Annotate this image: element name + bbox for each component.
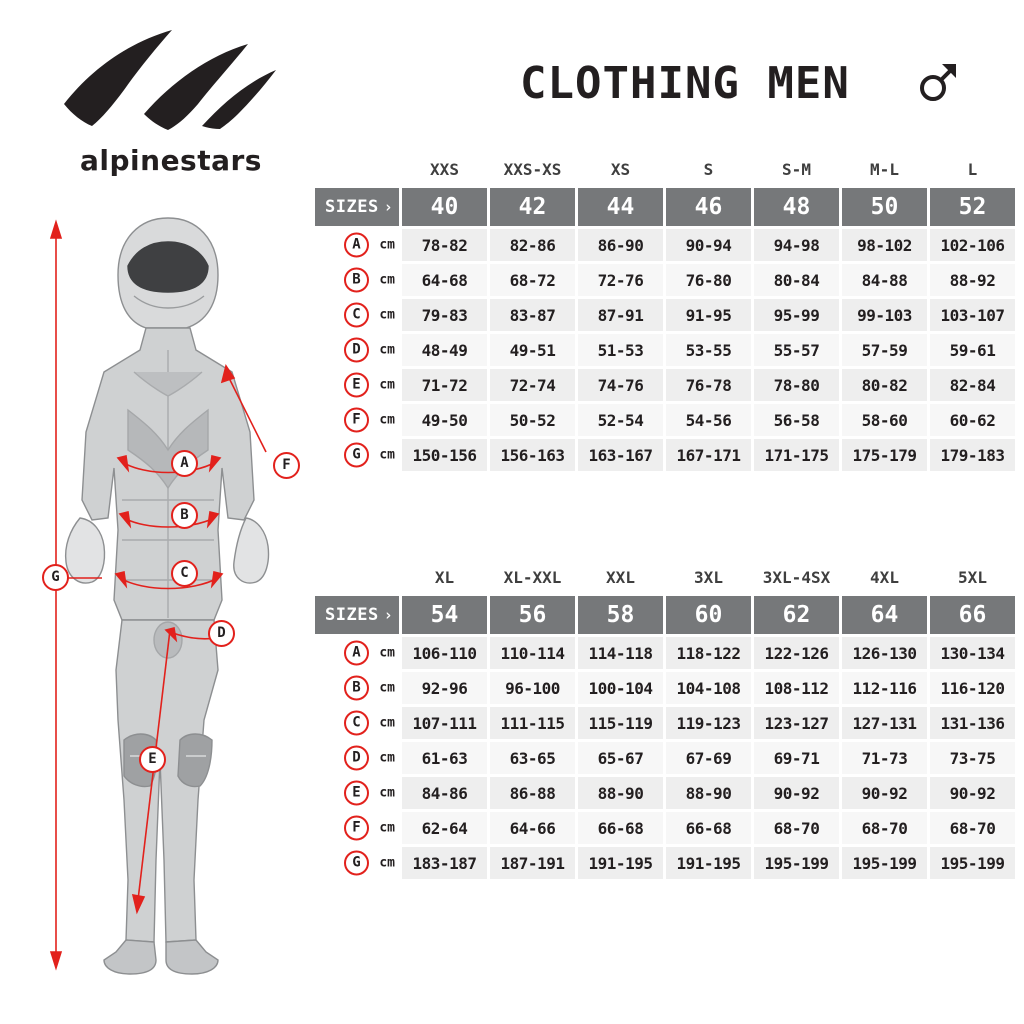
badge-a: A	[344, 233, 369, 258]
table-row	[315, 334, 1015, 366]
cell: 95-99	[754, 299, 839, 331]
numeric-size-row	[315, 596, 1015, 634]
cell: 84-86	[402, 777, 487, 809]
badge-c: C	[344, 303, 369, 328]
cell: 90-94	[666, 229, 751, 261]
table-row	[315, 812, 1015, 844]
cell: 76-78	[666, 369, 751, 401]
numeric-size-cell: 64	[842, 596, 927, 634]
cell: 94-98	[754, 229, 839, 261]
sizes-arrow-icon: ›	[383, 606, 394, 624]
cell: 116-120	[930, 672, 1015, 704]
alpha-size-cell: XS	[610, 159, 631, 179]
cell: 65-67	[578, 742, 663, 774]
cell: 63-65	[490, 742, 575, 774]
size-chart-table-2	[312, 558, 1018, 882]
cell: 187-191	[490, 847, 575, 879]
numeric-size-cell: 66	[930, 596, 1015, 634]
cell: 179-183	[930, 439, 1015, 471]
numeric-size-cell: 52	[930, 188, 1015, 226]
row-label-f	[315, 404, 399, 436]
unit-label: cm	[379, 237, 395, 253]
numeric-size-cell: 50	[842, 188, 927, 226]
figure-badge-g: G	[42, 564, 69, 591]
badge-e: E	[344, 781, 369, 806]
cell: 90-92	[842, 777, 927, 809]
alpha-size-cell: XXS	[430, 159, 459, 179]
cell: 111-115	[490, 707, 575, 739]
unit-label: cm	[379, 377, 395, 393]
cell: 115-119	[578, 707, 663, 739]
alpha-size-row	[315, 153, 1015, 185]
badge-b: B	[344, 268, 369, 293]
table-row	[315, 264, 1015, 296]
size-table-large	[312, 558, 1018, 882]
unit-label: cm	[379, 342, 395, 358]
cell: 195-199	[930, 847, 1015, 879]
alpha-size-cell: XL	[434, 567, 455, 587]
row-label-b	[315, 672, 399, 704]
cell: 83-87	[490, 299, 575, 331]
figure-badge-e: E	[139, 746, 166, 773]
badge-c: C	[344, 711, 369, 736]
alpha-size-cell: XXS-XS	[503, 159, 562, 179]
table-row	[315, 299, 1015, 331]
cell: 191-195	[578, 847, 663, 879]
size-chart-table-1	[312, 150, 1018, 474]
row-label-d	[315, 334, 399, 366]
cell: 195-199	[842, 847, 927, 879]
cell: 68-70	[754, 812, 839, 844]
row-label-g	[315, 847, 399, 879]
cell: 130-134	[930, 637, 1015, 669]
alpha-size-row	[315, 561, 1015, 593]
cell: 92-96	[402, 672, 487, 704]
row-label-g	[315, 439, 399, 471]
cell: 76-80	[666, 264, 751, 296]
cell: 53-55	[666, 334, 751, 366]
cell: 62-64	[402, 812, 487, 844]
alpha-size-cell: 4XL	[870, 567, 899, 587]
cell: 84-88	[842, 264, 927, 296]
cell: 72-76	[578, 264, 663, 296]
cell: 68-72	[490, 264, 575, 296]
cell: 82-86	[490, 229, 575, 261]
numeric-size-cell: 60	[666, 596, 751, 634]
sizes-text: SIZES	[325, 605, 379, 625]
alpha-size-cell: XL-XXL	[503, 567, 562, 587]
cell: 73-75	[930, 742, 1015, 774]
cell: 64-66	[490, 812, 575, 844]
page-title: CLOTHING MEN	[520, 58, 850, 109]
alpha-size-cell: 3XL-4SX	[762, 567, 831, 587]
badge-a: A	[344, 641, 369, 666]
numeric-size-row	[315, 188, 1015, 226]
row-label-e	[315, 777, 399, 809]
numeric-size-cell: 58	[578, 596, 663, 634]
cell: 80-82	[842, 369, 927, 401]
row-label-a	[315, 229, 399, 261]
cell: 57-59	[842, 334, 927, 366]
alpha-size-cell: 5XL	[958, 567, 987, 587]
cell: 107-111	[402, 707, 487, 739]
badge-e: E	[344, 373, 369, 398]
cell: 88-90	[578, 777, 663, 809]
row-label-d	[315, 742, 399, 774]
badge-g: G	[344, 851, 369, 876]
cell: 106-110	[402, 637, 487, 669]
cell: 50-52	[490, 404, 575, 436]
cell: 88-90	[666, 777, 751, 809]
cell: 60-62	[930, 404, 1015, 436]
alpha-size-cell: S	[703, 159, 714, 179]
cell: 55-57	[754, 334, 839, 366]
cell: 71-73	[842, 742, 927, 774]
unit-label: cm	[379, 272, 395, 288]
cell: 91-95	[666, 299, 751, 331]
table-row	[315, 672, 1015, 704]
numeric-size-cell: 46	[666, 188, 751, 226]
sizes-header-label	[315, 188, 399, 226]
cell: 110-114	[490, 637, 575, 669]
cell: 66-68	[578, 812, 663, 844]
cell: 191-195	[666, 847, 751, 879]
cell: 80-84	[754, 264, 839, 296]
cell: 127-131	[842, 707, 927, 739]
unit-label: cm	[379, 645, 395, 661]
alpha-size-cell: L	[967, 159, 978, 179]
badge-d: D	[344, 338, 369, 363]
cell: 87-91	[578, 299, 663, 331]
alpha-row-spacer	[315, 153, 399, 185]
cell: 100-104	[578, 672, 663, 704]
row-label-e	[315, 369, 399, 401]
row-label-c	[315, 707, 399, 739]
cell: 98-102	[842, 229, 927, 261]
alpha-size-cell: S-M	[782, 159, 811, 179]
table-row	[315, 439, 1015, 471]
cell: 58-60	[842, 404, 927, 436]
brand-wordmark: alpinestars	[80, 144, 262, 177]
numeric-size-cell: 56	[490, 596, 575, 634]
cell: 59-61	[930, 334, 1015, 366]
unit-label: cm	[379, 680, 395, 696]
cell: 123-127	[754, 707, 839, 739]
cell: 49-50	[402, 404, 487, 436]
measurement-figure	[18, 200, 308, 990]
cell: 114-118	[578, 637, 663, 669]
cell: 150-156	[402, 439, 487, 471]
cell: 175-179	[842, 439, 927, 471]
unit-label: cm	[379, 412, 395, 428]
sizes-header-label	[315, 596, 399, 634]
badge-f: F	[344, 408, 369, 433]
cell: 90-92	[754, 777, 839, 809]
row-label-a	[315, 637, 399, 669]
size-table-small	[312, 150, 1018, 474]
cell: 99-103	[842, 299, 927, 331]
cell: 54-56	[666, 404, 751, 436]
cell: 96-100	[490, 672, 575, 704]
cell: 183-187	[402, 847, 487, 879]
table-row	[315, 707, 1015, 739]
table-row	[315, 637, 1015, 669]
sizes-text: SIZES	[325, 197, 379, 217]
cell: 78-80	[754, 369, 839, 401]
cell: 69-71	[754, 742, 839, 774]
cell: 195-199	[754, 847, 839, 879]
numeric-size-cell: 48	[754, 188, 839, 226]
numeric-size-cell: 44	[578, 188, 663, 226]
table-row	[315, 229, 1015, 261]
cell: 108-112	[754, 672, 839, 704]
figure-badge-f: F	[273, 452, 300, 479]
row-label-b	[315, 264, 399, 296]
cell: 118-122	[666, 637, 751, 669]
numeric-size-cell: 54	[402, 596, 487, 634]
sizes-arrow-icon: ›	[383, 198, 394, 216]
figure-badge-b: B	[171, 502, 198, 529]
cell: 61-63	[402, 742, 487, 774]
cell: 104-108	[666, 672, 751, 704]
figure-badge-a: A	[171, 450, 198, 477]
numeric-size-cell: 62	[754, 596, 839, 634]
row-label-f	[315, 812, 399, 844]
cell: 67-69	[666, 742, 751, 774]
cell: 86-90	[578, 229, 663, 261]
badge-d: D	[344, 746, 369, 771]
table-row	[315, 742, 1015, 774]
cell: 103-107	[930, 299, 1015, 331]
cell: 112-116	[842, 672, 927, 704]
numeric-size-cell: 40	[402, 188, 487, 226]
figure-badge-c: C	[171, 560, 198, 587]
cell: 64-68	[402, 264, 487, 296]
alpha-size-cell: M-L	[870, 159, 899, 179]
unit-label: cm	[379, 447, 395, 463]
male-symbol-icon	[916, 60, 960, 104]
cell: 122-126	[754, 637, 839, 669]
cell: 78-82	[402, 229, 487, 261]
cell: 68-70	[842, 812, 927, 844]
badge-b: B	[344, 676, 369, 701]
table-row	[315, 369, 1015, 401]
cell: 66-68	[666, 812, 751, 844]
unit-label: cm	[379, 715, 395, 731]
cell: 72-74	[490, 369, 575, 401]
cell: 156-163	[490, 439, 575, 471]
cell: 86-88	[490, 777, 575, 809]
cell: 90-92	[930, 777, 1015, 809]
row-label-c	[315, 299, 399, 331]
unit-label: cm	[379, 855, 395, 871]
cell: 51-53	[578, 334, 663, 366]
cell: 79-83	[402, 299, 487, 331]
cell: 126-130	[842, 637, 927, 669]
cell: 71-72	[402, 369, 487, 401]
cell: 88-92	[930, 264, 1015, 296]
cell: 119-123	[666, 707, 751, 739]
badge-g: G	[344, 443, 369, 468]
unit-label: cm	[379, 785, 395, 801]
cell: 52-54	[578, 404, 663, 436]
cell: 48-49	[402, 334, 487, 366]
cell: 68-70	[930, 812, 1015, 844]
unit-label: cm	[379, 307, 395, 323]
alpinestars-logo	[52, 26, 282, 177]
table-row	[315, 777, 1015, 809]
numeric-size-cell: 42	[490, 188, 575, 226]
cell: 171-175	[754, 439, 839, 471]
unit-label: cm	[379, 750, 395, 766]
table-row	[315, 404, 1015, 436]
alpha-row-spacer	[315, 561, 399, 593]
unit-label: cm	[379, 820, 395, 836]
cell: 102-106	[930, 229, 1015, 261]
cell: 82-84	[930, 369, 1015, 401]
cell: 49-51	[490, 334, 575, 366]
cell: 163-167	[578, 439, 663, 471]
alpha-size-cell: 3XL	[694, 567, 723, 587]
alpha-size-cell: XXL	[606, 567, 635, 587]
cell: 56-58	[754, 404, 839, 436]
badge-f: F	[344, 816, 369, 841]
cell: 74-76	[578, 369, 663, 401]
figure-badge-d: D	[208, 620, 235, 647]
cell: 131-136	[930, 707, 1015, 739]
cell: 167-171	[666, 439, 751, 471]
table-row	[315, 847, 1015, 879]
